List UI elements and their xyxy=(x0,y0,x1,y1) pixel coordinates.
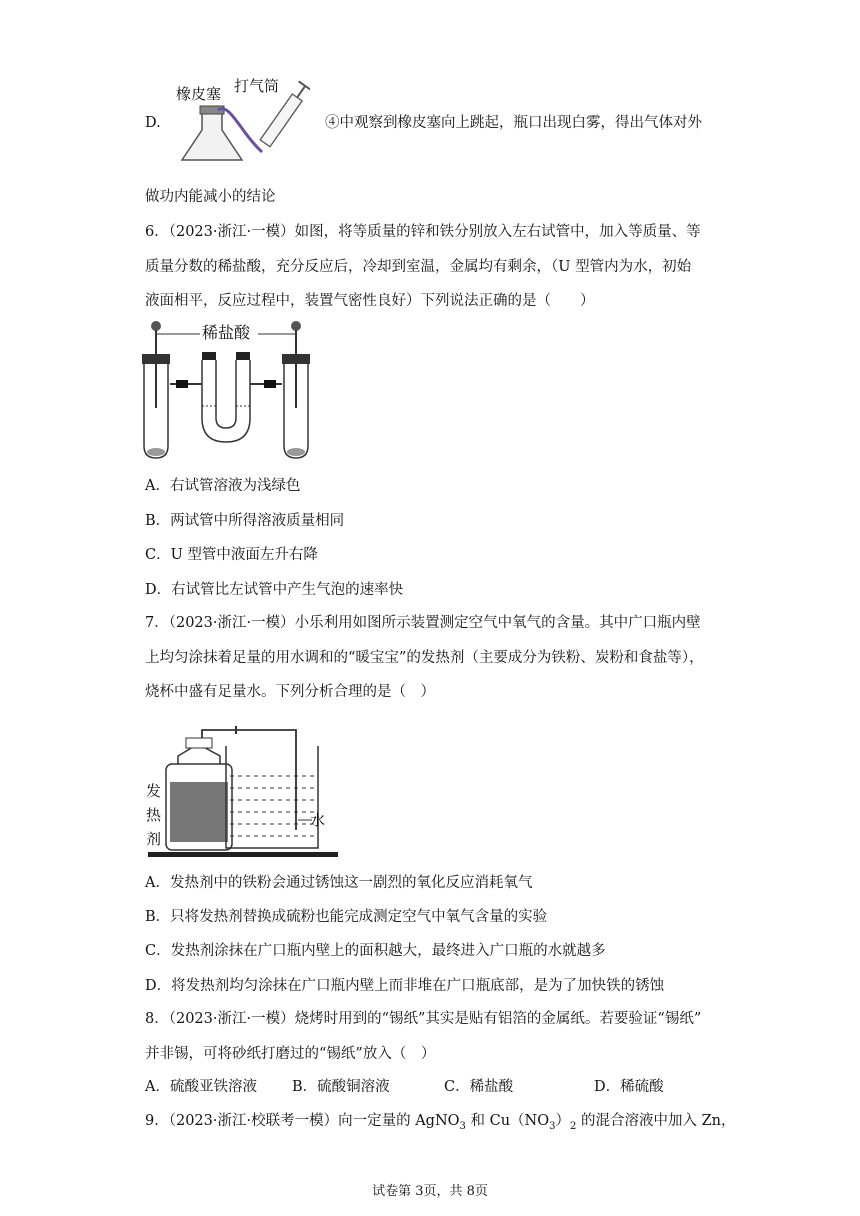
q6-option-d: D．右试管比左试管中产生气泡的速率快 xyxy=(145,582,404,598)
q6-option-b: B．两试管中所得溶液质量相同 xyxy=(145,513,345,529)
q7-fig-label-agent-1: 发 xyxy=(146,783,162,800)
q8-stem-1: 8．（2023·浙江·一模）烧烤时用到的“锡纸”其实是贴有铝箔的金属纸。若要验证“锡纸” xyxy=(145,1011,702,1027)
q9-stem-d: 的混合溶液中加入 Zn， xyxy=(576,1113,736,1129)
q7-stem-2: 上均匀涂抹着足量的用水调和的“暖宝宝”的发热剂（主要成分为铁粉、炭粉和食盐等）， xyxy=(145,650,704,666)
q7-option-a: A．发热剂中的铁粉会通过锈蚀这一剧烈的氧化反应消耗氧气 xyxy=(145,875,533,891)
q6-figure-u-tube xyxy=(140,318,320,466)
q6-fig-label: 稀盐酸 xyxy=(202,325,251,342)
q6-stem-1: 6．（2023·浙江·一模）如图，将等质量的锌和铁分别放入左右试管中，加入等质量、等 xyxy=(145,224,701,240)
q9-stem xyxy=(145,1111,736,1137)
q6-option-c: C．U 型管中液面左升右降 xyxy=(145,547,318,563)
q8-option-b: B．硫酸铜溶液 xyxy=(292,1079,390,1095)
q9-stem-b: 和 Cu（NO xyxy=(465,1113,550,1129)
page-footer: 试卷第 3页，共 8页 xyxy=(372,1184,488,1199)
q9-sub-b: 3 xyxy=(549,1120,556,1132)
q9-sub-a: 3 xyxy=(459,1120,466,1132)
q8-option-a: A．硫酸亚铁溶液 xyxy=(145,1079,257,1095)
q5-option-d-text: ④中观察到橡皮塞向上跳起，瓶口出现白雾，得出气体对外 xyxy=(325,115,702,131)
q5-fig-label-pump: 打气筒 xyxy=(234,78,280,95)
q9-sub-c: 2 xyxy=(570,1120,577,1132)
q9-stem-a: 9．（2023·浙江·校联考一模）向一定量的 AgNO xyxy=(145,1113,460,1129)
q7-stem-1: 7．（2023·浙江·一模）小乐利用如图所示装置测定空气中氧气的含量。其中广口瓶内壁 xyxy=(145,615,701,631)
q5-figure-flask-pump xyxy=(170,72,310,172)
q7-fig-label-water: 水 xyxy=(310,812,326,829)
q5-fig-label-stopper: 橡皮塞 xyxy=(176,86,222,103)
q7-fig-label-agent-3: 剂 xyxy=(146,831,162,848)
q7-option-d: D．将发热剂均匀涂抹在广口瓶内壁上而非堆在广口瓶底部，是为了加快铁的锈蚀 xyxy=(145,978,665,994)
q7-figure-bottle-beaker xyxy=(140,726,340,866)
q6-stem-2: 质量分数的稀盐酸，充分反应后，冷却到室温，金属均有剩余，（U 型管内为水，初始 xyxy=(145,259,692,275)
q9-stem-c: ） xyxy=(555,1113,571,1129)
q5-option-d-label: D. xyxy=(145,115,161,131)
q6-option-a: A．右试管溶液为浅绿色 xyxy=(145,478,301,494)
q8-stem-2: 并非锡，可将砂纸打磨过的“锡纸”放入（ ） xyxy=(145,1046,436,1062)
q7-fig-label-agent-2: 热 xyxy=(146,807,162,824)
q7-stem-3: 烧杯中盛有足量水。下列分析合理的是（ ） xyxy=(145,684,435,700)
q7-option-b: B．只将发热剂替换成硫粉也能完成测定空气中氧气含量的实验 xyxy=(145,909,548,925)
q5-option-d-cont: 做功内能减小的结论 xyxy=(145,189,276,205)
q8-option-c: C．稀盐酸 xyxy=(444,1079,514,1095)
q6-stem-3: 液面相平，反应过程中，装置气密性良好）下列说法正确的是（ ） xyxy=(145,293,595,309)
q7-option-c: C．发热剂涂抹在广口瓶内壁上的面积越大，最终进入广口瓶的水就越多 xyxy=(145,943,606,959)
q8-option-d: D．稀硫酸 xyxy=(594,1079,664,1095)
